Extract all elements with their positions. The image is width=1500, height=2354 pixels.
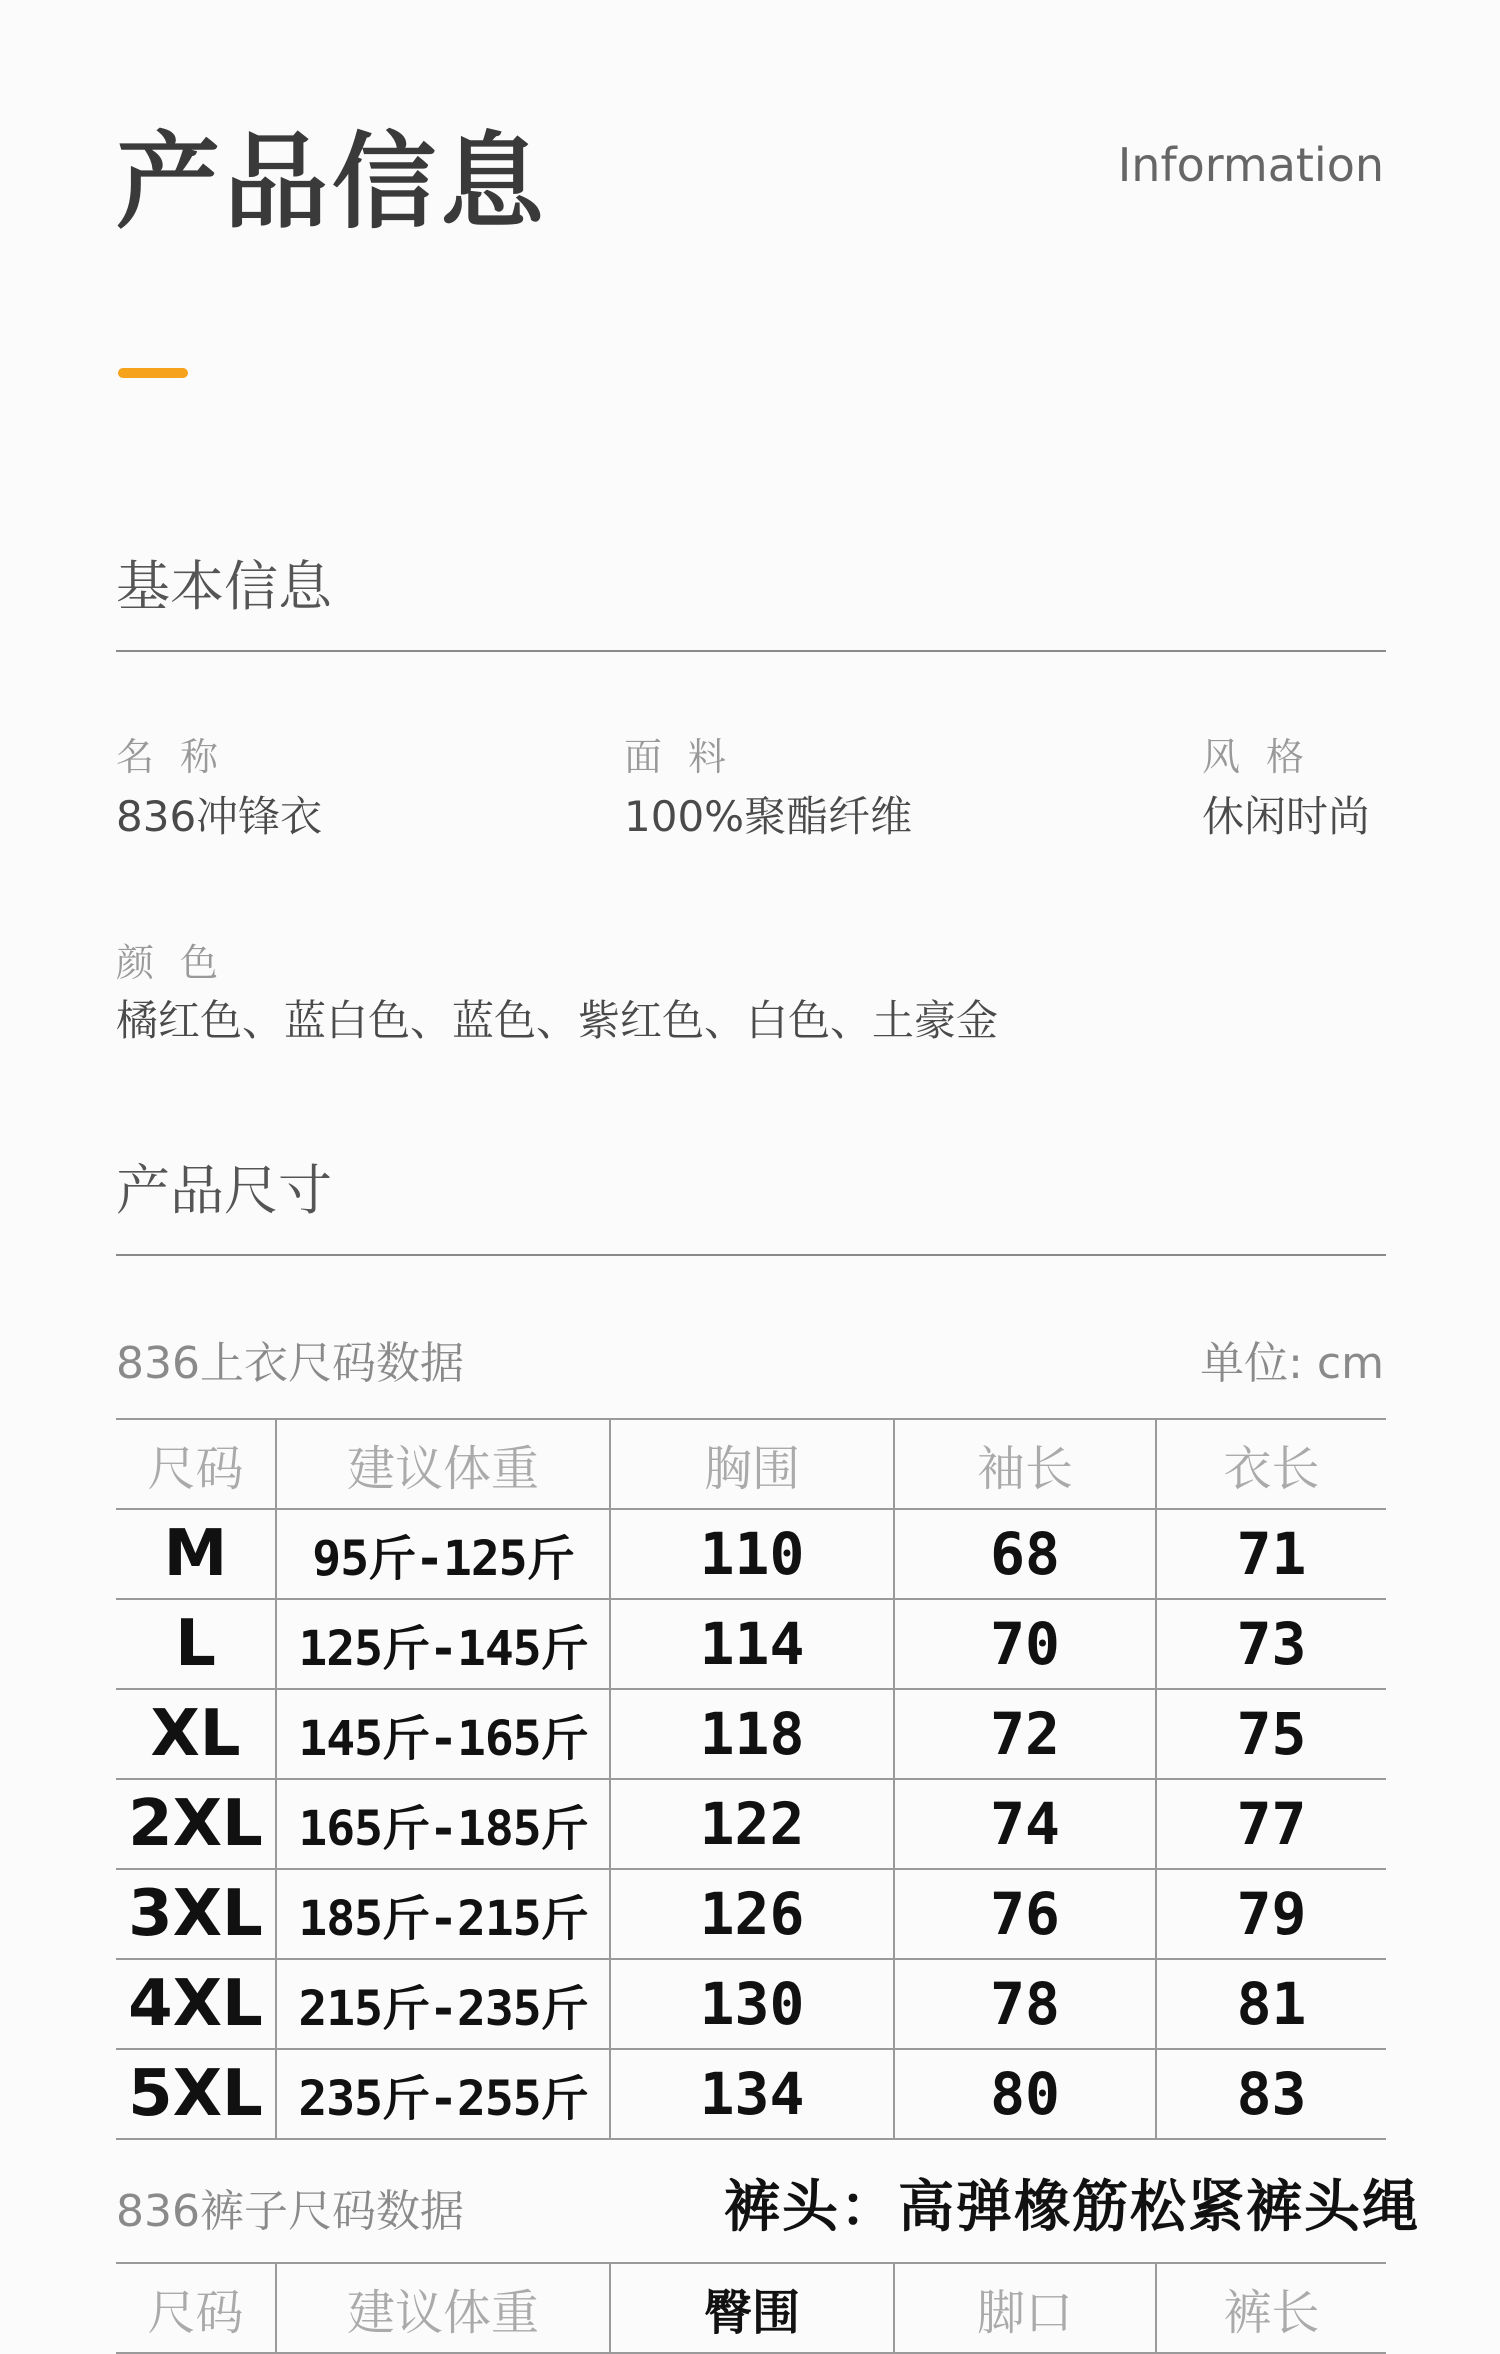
cell-size: 4XL (116, 1959, 276, 2049)
cell-sleeve: 74 (894, 1779, 1156, 1869)
cell-weight: 165斤-185斤 (276, 1779, 610, 1869)
top-table-caption: 836上衣尺码数据 (116, 1338, 464, 1389)
table-row (116, 1689, 1386, 1779)
cell-chest: 118 (610, 1689, 894, 1779)
table-row (116, 1869, 1386, 1959)
cell-weight: 215斤-235斤 (276, 1959, 610, 2049)
cell-length: 77 (1156, 1779, 1386, 1869)
header-length: 衣长 (1156, 1419, 1386, 1509)
field-label-color: 颜色 (116, 941, 245, 985)
divider (116, 650, 1386, 652)
cell-chest: 122 (610, 1779, 894, 1869)
cell-chest: 134 (610, 2049, 894, 2139)
field-label-name: 名称 (116, 735, 245, 779)
cell-sleeve: 78 (894, 1959, 1156, 2049)
table-row (116, 2049, 1386, 2139)
header-ankle: 脚口 (894, 2263, 1156, 2353)
divider (116, 1254, 1386, 1256)
table-row (116, 1509, 1386, 1599)
table-row (116, 1599, 1386, 1689)
cell-sleeve: 68 (894, 1509, 1156, 1599)
header-hip: 臀围 (610, 2263, 894, 2353)
cell-size: 5XL (116, 2049, 276, 2139)
cell-size: M (116, 1509, 276, 1599)
header-weight: 建议体重 (276, 2263, 610, 2353)
cell-weight: 185斤-215斤 (276, 1869, 610, 1959)
cell-length: 81 (1156, 1959, 1386, 2049)
cell-length: 71 (1156, 1509, 1386, 1599)
header-chest: 胸围 (610, 1419, 894, 1509)
cell-length: 83 (1156, 2049, 1386, 2139)
cell-sleeve: 76 (894, 1869, 1156, 1959)
field-value-name: 836冲锋衣 (116, 792, 323, 841)
cell-chest: 114 (610, 1599, 894, 1689)
field-label-fabric: 面料 (624, 735, 753, 779)
accent-bar (118, 368, 188, 378)
cell-weight: 95斤-125斤 (276, 1509, 610, 1599)
top-size-table (116, 1418, 1386, 2140)
field-label-style: 风格 (1202, 735, 1331, 779)
header-weight: 建议体重 (276, 1419, 610, 1509)
field-value-color: 橘红色、蓝白色、蓝色、紫红色、白色、土豪金 (116, 996, 999, 1045)
section-title-basic: 基本信息 (116, 555, 332, 618)
cell-size: XL (116, 1689, 276, 1779)
unit-label: 单位: cm (1200, 1338, 1384, 1389)
page-title: 产品信息 (116, 121, 549, 243)
table-row (116, 1959, 1386, 2049)
field-value-style: 休闲时尚 (1202, 792, 1371, 841)
pants-table-caption: 836裤子尺码数据 (116, 2186, 464, 2237)
page-subtitle: Information (1117, 138, 1384, 192)
header-sleeve: 袖长 (894, 1419, 1156, 1509)
cell-weight: 145斤-165斤 (276, 1689, 610, 1779)
cell-size: 3XL (116, 1869, 276, 1959)
cell-length: 73 (1156, 1599, 1386, 1689)
cell-length: 79 (1156, 1869, 1386, 1959)
header-pants-length: 裤长 (1156, 2263, 1386, 2353)
field-value-fabric: 100%聚酯纤维 (624, 792, 913, 841)
cell-chest: 110 (610, 1509, 894, 1599)
table-row (116, 1779, 1386, 1869)
table-header-row (116, 2263, 1386, 2353)
header-size: 尺码 (116, 2263, 276, 2353)
section-title-sizes: 产品尺寸 (116, 1159, 332, 1222)
cell-size: L (116, 1599, 276, 1689)
cell-weight: 125斤-145斤 (276, 1599, 610, 1689)
cell-sleeve: 72 (894, 1689, 1156, 1779)
cell-sleeve: 70 (894, 1599, 1156, 1689)
cell-chest: 130 (610, 1959, 894, 2049)
header-size: 尺码 (116, 1419, 276, 1509)
cell-chest: 126 (610, 1869, 894, 1959)
cell-sleeve: 80 (894, 2049, 1156, 2139)
cell-size: 2XL (116, 1779, 276, 1869)
cell-length: 75 (1156, 1689, 1386, 1779)
cell-weight: 235斤-255斤 (276, 2049, 610, 2139)
waistband-note: 裤头：高弹橡筋松紧裤头绳 (724, 2175, 1420, 2240)
table-header-row (116, 1419, 1386, 1509)
pants-size-table (116, 2262, 1386, 2354)
